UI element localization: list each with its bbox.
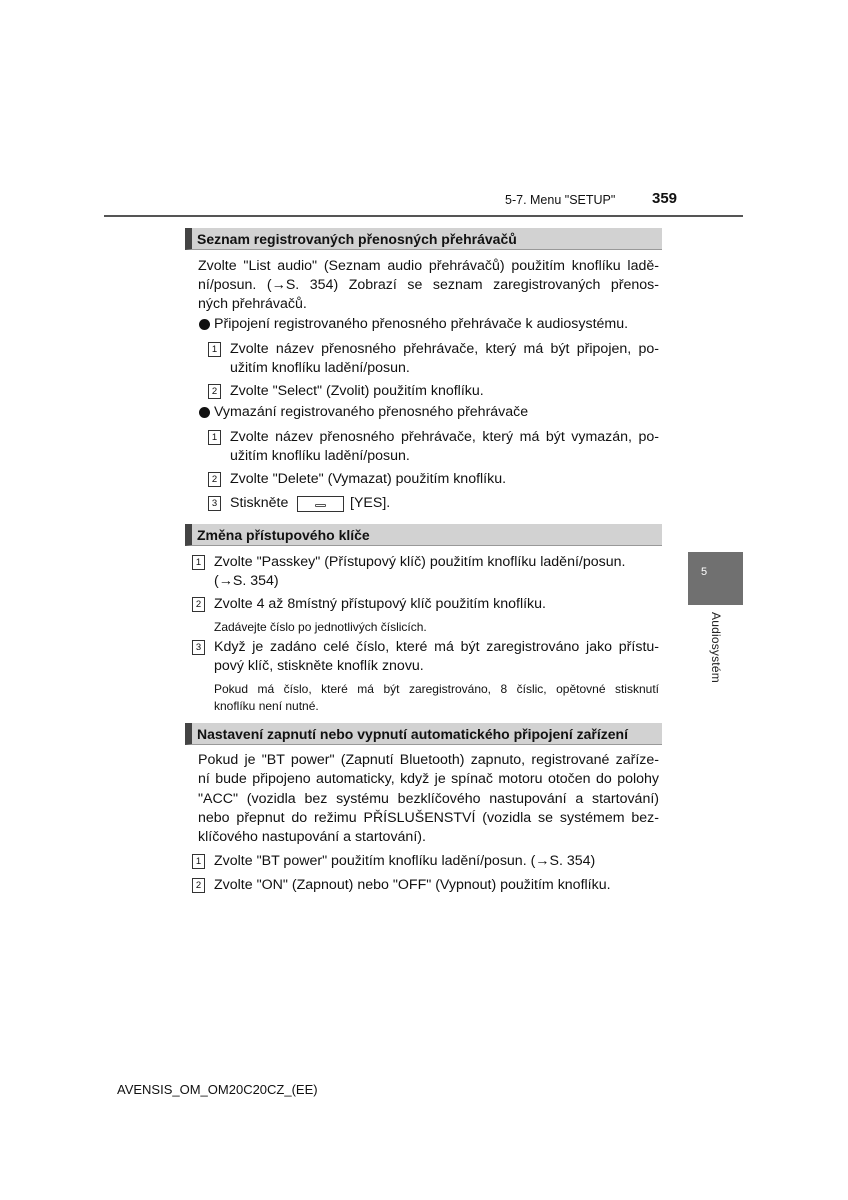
step-number-box: 2 — [192, 878, 205, 893]
step-number-box: 3 — [192, 640, 205, 655]
step-text: Stiskněte — [230, 495, 289, 511]
sec3-intro-line: nebo přepnut do režimu PŘÍSLUŠENSTVÍ (vozidla se systémem bez- — [198, 810, 659, 826]
step-text: Když je zadáno celé číslo, které má být zaregistrováno jako přístu- — [214, 639, 659, 655]
step-text: Zvolte název přenosného přehrávače, který má být vymazán, po- — [230, 429, 659, 445]
sec1-intro-line: ných přehrávačů. — [198, 296, 307, 312]
step-text: pový klíč, stiskněte knoflík znovu. — [214, 658, 424, 674]
step-text: (→S. 354) — [214, 573, 279, 589]
chapter-tab — [688, 552, 743, 605]
step-text: Zvolte "Delete" (Vymazat) použitím knoflíku. — [230, 471, 507, 487]
bullet-icon — [199, 319, 210, 330]
step-text: užitím knoflíku ladění/posun. — [230, 448, 410, 464]
page-number: 359 — [652, 190, 678, 207]
header-rule — [104, 215, 743, 217]
step-note: knoflíku není nutné. — [214, 699, 319, 713]
button-key-icon — [297, 496, 344, 512]
section-heading-auto-connect: Nastavení zapnutí nebo vypnutí automatického připojení zařízení — [185, 723, 662, 745]
chapter-label: Audiosystém — [709, 612, 723, 683]
document-code: AVENSIS_OM_OM20C20CZ_(EE) — [117, 1082, 318, 1097]
sec3-intro-line: Pokud je "BT power" (Zapnutí Bluetooth) zapnuto, registrované zaříze- — [198, 752, 659, 768]
step-text: Zvolte název přenosného přehrávače, který má být připojen, po- — [230, 341, 659, 357]
step-number-box: 1 — [208, 342, 221, 357]
sec3-intro-line: klíčového nastupování a startování). — [198, 829, 426, 845]
sec1-intro-line: ní/posun. (→S. 354) Zobrazí se seznam zaregistrovaných přenos- — [198, 277, 659, 293]
step-text: Zvolte "BT power" použitím knoflíku ladění/posun. (→S. 354) — [214, 853, 596, 869]
bullet-icon — [199, 407, 210, 418]
sec1-intro-line: Zvolte "List audio" (Seznam audio přehrávačů) použitím knoflíku ladě- — [198, 258, 659, 274]
step-text: Zvolte "ON" (Zapnout) nebo "OFF" (Vypnout) použitím knoflíku. — [214, 877, 611, 893]
bullet-text-connect: Připojení registrovaného přenosného přehrávače k audiosystému. — [214, 316, 629, 332]
sec3-intro-line: "ACC" (vozidla bez systému bezklíčového nastupování a startování) — [198, 791, 659, 807]
section-heading-passkey: Změna přístupového klíče — [185, 524, 662, 546]
step-number-box: 1 — [192, 854, 205, 869]
step-text: Zvolte "Passkey" (Přístupový klíč) použitím knoflíku ladění/posun. — [214, 554, 626, 570]
step-text: Zvolte 4 až 8místný přístupový klíč použitím knoflíku. — [214, 596, 546, 612]
step-number-box: 3 — [208, 496, 221, 511]
step-note: Pokud má číslo, které má být zaregistrováno, 8 číslic, opětovné stisknutí — [214, 682, 659, 696]
step-number-box: 1 — [208, 430, 221, 445]
chapter-number: 5 — [701, 566, 708, 578]
step-text: Zvolte "Select" (Zvolit) použitím knoflíku. — [230, 383, 484, 399]
step-note: Zadávejte číslo po jednotlivých číslicích. — [214, 620, 427, 634]
step-number-box: 1 — [192, 555, 205, 570]
step-text: [YES]. — [350, 495, 391, 511]
bullet-text-delete: Vymazání registrovaného přenosného přehrávače — [214, 404, 529, 420]
sec3-intro-line: ní bude připojeno automaticky, když je spínač motoru otočen do polohy — [198, 771, 659, 787]
step-number-box: 2 — [208, 384, 221, 399]
section-header: 5-7. Menu "SETUP" — [505, 193, 616, 207]
step-text: užitím knoflíku ladění/posun. — [230, 360, 410, 376]
section-heading-registered-players: Seznam registrovaných přenosných přehrávačů — [185, 228, 662, 250]
step-number-box: 2 — [208, 472, 221, 487]
step-number-box: 2 — [192, 597, 205, 612]
